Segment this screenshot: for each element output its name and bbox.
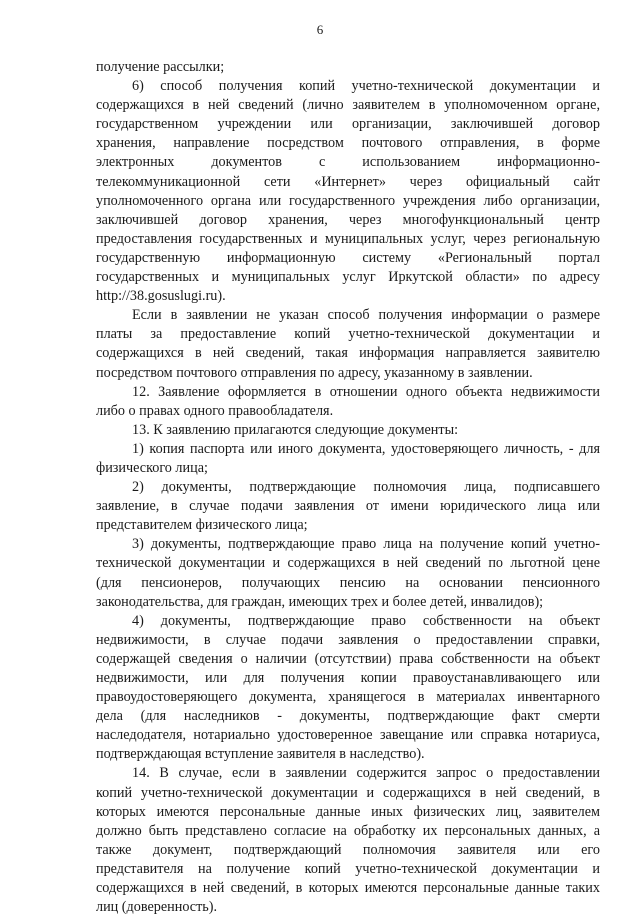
text-line: 14. В случае, если в заявлении содержится запрос о предоставлении [132,765,600,782]
text-line: получение рассылки; [96,59,225,75]
document-body [96,58,600,917]
text-line: 3) документы, подтверждающие право лица на получение копий учетно- [132,536,600,553]
text-line: наследодателя, нотариально удостоверенное завещание или справка нотариуса, [96,727,600,744]
text-line: http://38.gosuslugi.ru). [96,288,226,305]
text-line: должно быть представлено согласие на обработку их персональных данных, а [96,822,600,839]
text-line: которых имеются персональные данные иных физических лиц, заявителем [96,803,600,820]
text-line: 2) документы, подтверждающие полномочия лица, подписавшего [132,479,600,496]
text-line: подтверждающая вступление заявителя в наследство). [96,746,425,763]
text-line: копий учетно-технической документации и содержащихся в ней сведений, в [96,784,600,801]
text-line: (для пенсионеров, получающих пенсию на основании пенсионного [96,574,600,591]
text-line: представителя на получение копий учетно-технической документации и [96,860,600,877]
text-line: государственном учреждении или организации, заключившей договор [96,116,600,133]
text-line: лиц (доверенность). [96,899,218,916]
text-line: законодательства, для граждан, имеющих трех и более детей, инвалидов); [96,593,544,610]
text-line: посредством почтового отправления по адресу, указанному в заявлении. [96,364,533,381]
text-line: предоставления государственных и муниципальных услуг, через региональную [96,230,600,247]
text-line: 6) способ получения копий учетно-технической документации и [132,78,600,95]
text-line: 12. Заявление оформляется в отношении одного объекта недвижимости [132,383,600,400]
text-line: технической документации и содержащихся в ней сведений по льготной цене [96,555,600,572]
text-line: уполномоченного органа или государственного учреждения либо организации, [96,192,600,209]
text-line: правоудостоверяющего документа, хранящегося в материалах инвентарного [96,689,600,706]
text-line: содержащей сведения о наличии (отсутствии) права собственности на объект [96,650,600,667]
text-line: физического лица; [96,459,208,476]
text-line: содержащихся в ней сведений, такая информация направляется заявителю [96,345,600,362]
text-line: Если в заявлении не указан способ получения информации о размере [132,307,600,324]
text-line: электронных документов с использованием информационно- [96,154,600,171]
text-line: недвижимости, или для получения копии правоустанавливающего или [96,670,600,686]
text-line: 1) копия паспорта или иного документа, удостоверяющего личность, - для [132,440,600,457]
text-line: 13. К заявлению прилагаются следующие документы: [132,421,459,438]
text-line: хранения, направление посредством почтового отправления, в форме [96,135,600,152]
text-line: содержащихся в ней сведений (лично заявителем в уполномоченном органе, [96,97,600,114]
text-line: заявление, в случае подачи заявления от имени юридического лица или [96,498,600,515]
text-line: телекоммуникационной сети «Интернет» через официальный сайт [96,173,600,190]
text-line: заключившей договор хранения, через многофункциональный центр [96,211,600,228]
text-line: содержащихся в ней сведений, в которых имеются персональные данные таких [96,880,600,897]
text-line: либо о правах одного правообладателя. [96,402,334,419]
page-number: 6 [316,22,324,37]
text-line: государственных и муниципальных услуг Иркутской области» по адресу [96,269,600,286]
text-line: представителем физического лица; [96,517,308,534]
text-line: дела (для наследников - документы, подтверждающие факт смерти [96,708,600,725]
text-line: недвижимости, в случае подачи заявления о предоставлении справки, [96,631,600,648]
text-line: государственную информационную систему «Региональный портал [96,249,600,266]
text-line: также документ, подтверждающий полномочия заявителя или его [96,841,600,858]
text-line: платы за предоставление копий учетно-технической документации и [96,326,600,343]
text-line: 4) документы, подтверждающие право собственности на объект [132,612,600,629]
